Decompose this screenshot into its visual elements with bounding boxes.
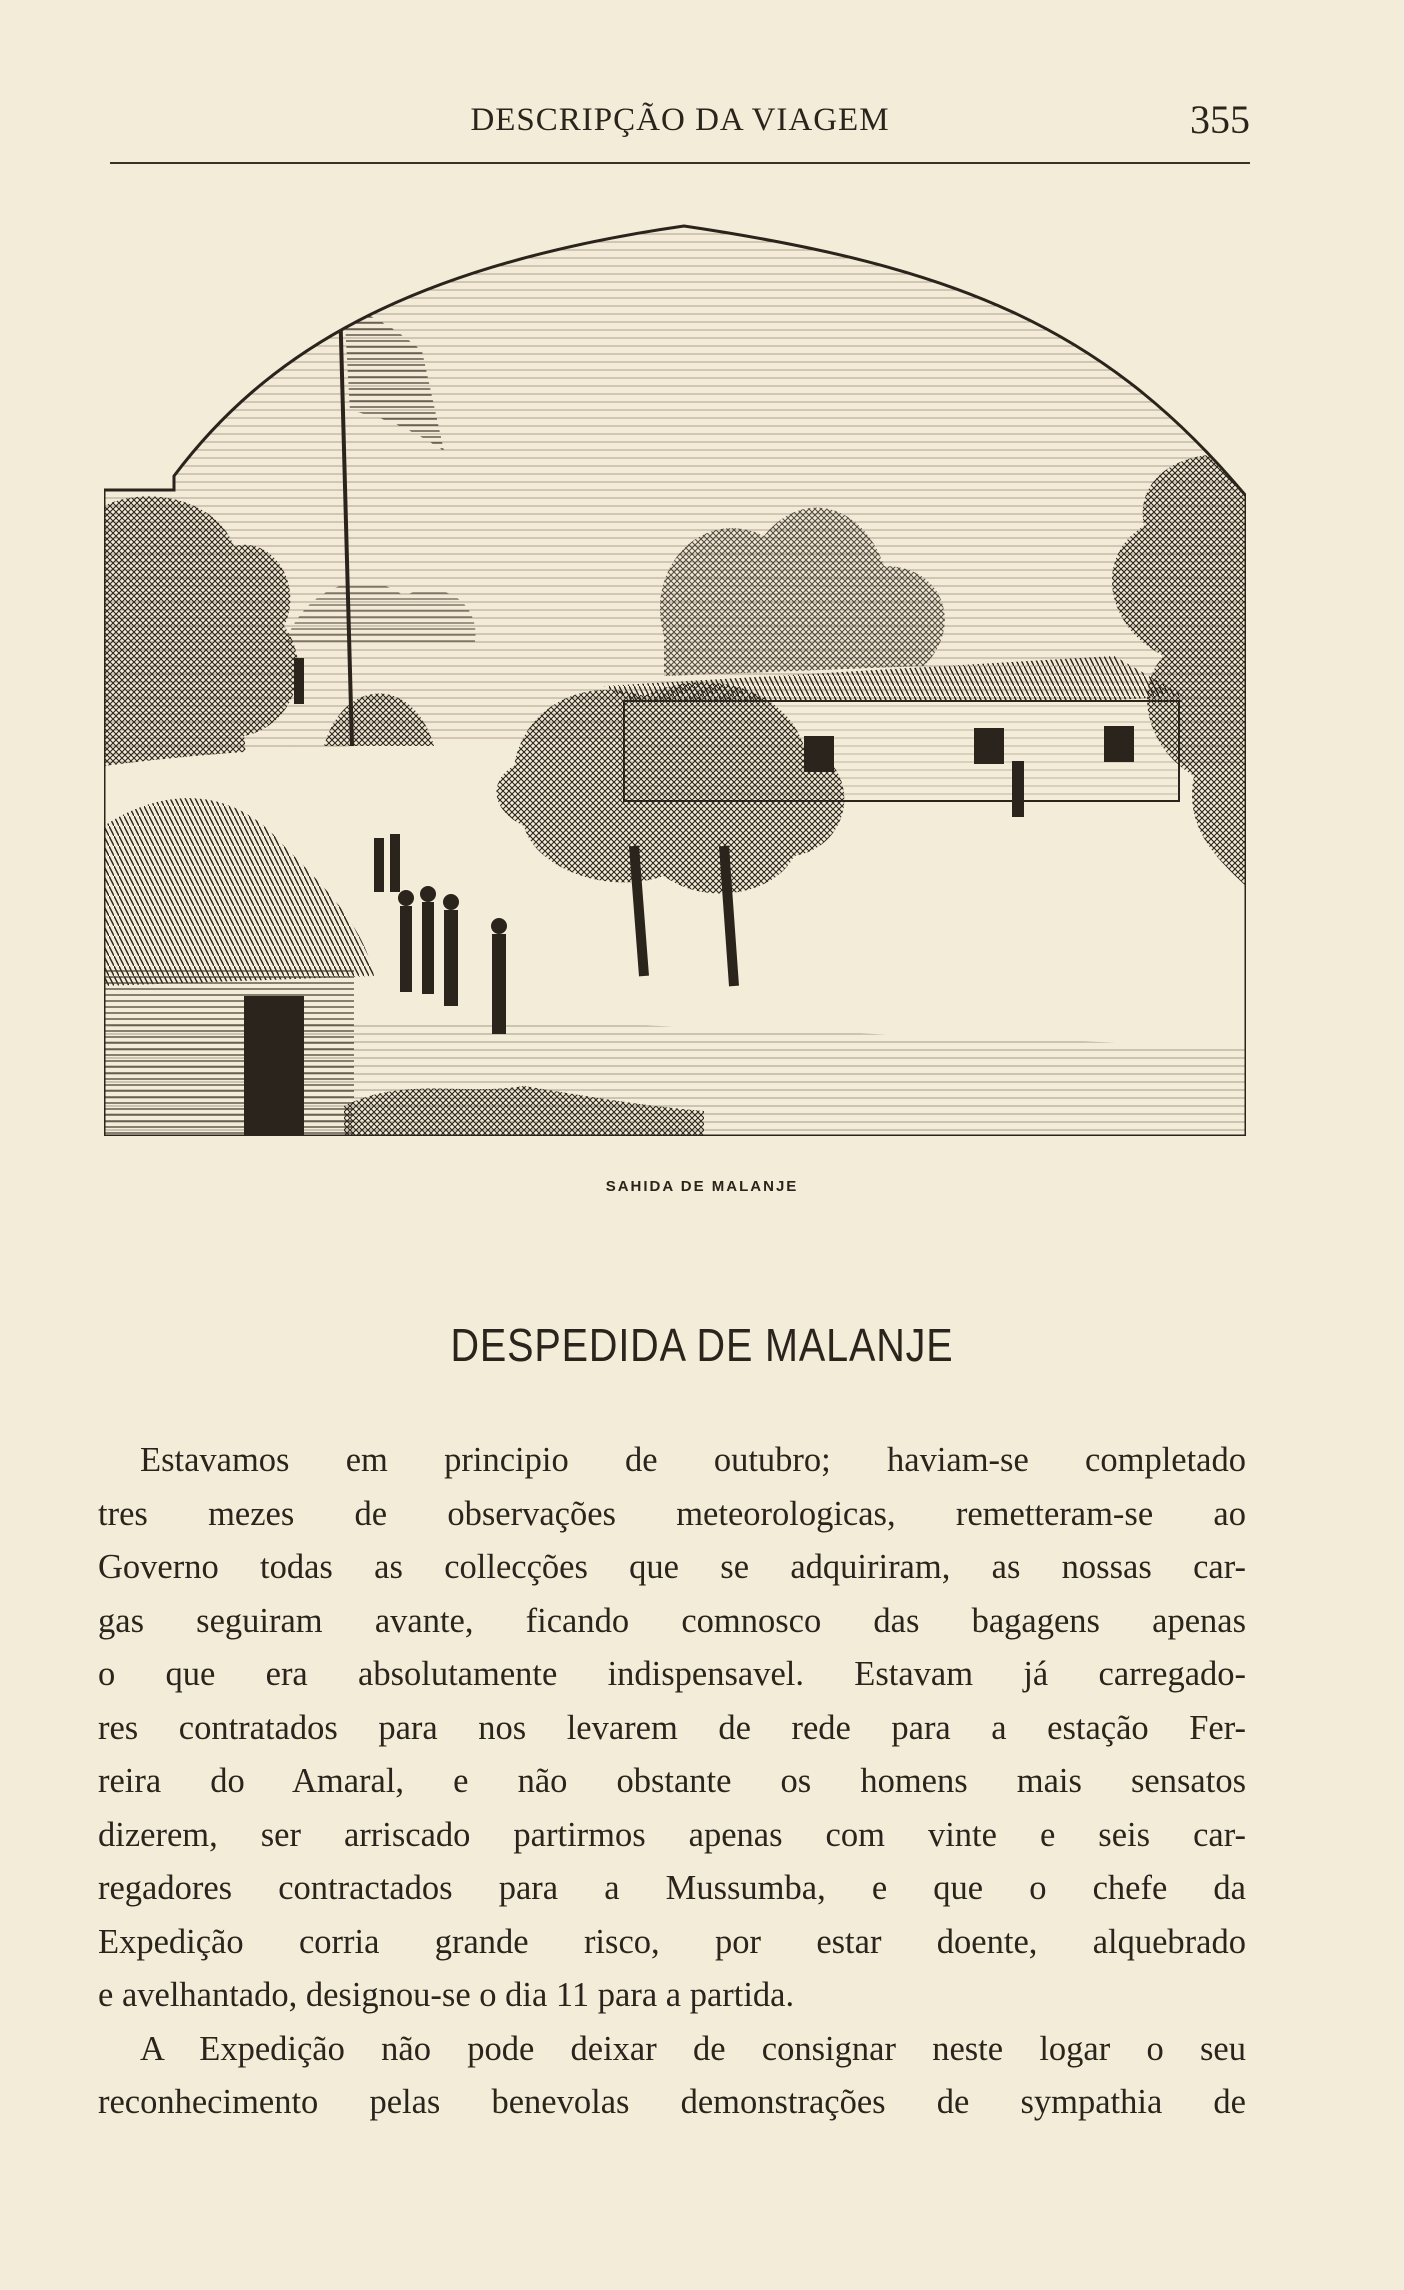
text-line: Expedição corria grande risco, por estar doente, alquebrado bbox=[98, 1922, 1246, 1961]
text-line: Estavamos em principio de outubro; haviam-se completado bbox=[140, 1441, 1246, 1479]
text-line: reconhecimento pelas benevolas demonstrações de sympathia de bbox=[98, 2083, 1246, 2121]
text-line: dizerem, ser arriscado partirmos apenas com vinte e seis car- bbox=[98, 1815, 1246, 1854]
text-line: o que era absolutamente indispensavel. Estavam já carregado- bbox=[98, 1655, 1246, 1693]
text-line: res contratados para nos levarem de rede para a estação Fer- bbox=[98, 1708, 1246, 1747]
section-heading: DESPEDIDA DE MALANJE bbox=[450, 1319, 954, 1371]
text-line: Governo todas as collecções que se adquiriram, as nossas car- bbox=[98, 1548, 1246, 1586]
page-number: 355 bbox=[1190, 97, 1250, 142]
text-line: e avelhantado, designou-se o dia 11 para a partida. bbox=[98, 1976, 795, 2014]
header-rule bbox=[110, 162, 1250, 164]
running-title: DESCRIPÇÃO DA VIAGEM bbox=[470, 102, 890, 138]
text-line: gas seguiram avante, ficando comnosco das bagagens apenas bbox=[98, 1601, 1246, 1640]
text-line: regadores contractados para a Mussumba, e que o chefe da bbox=[98, 1869, 1246, 1907]
text-line: tres mezes de observações meteorologicas, remetteram-se ao bbox=[98, 1494, 1246, 1533]
body-text bbox=[98, 1434, 1246, 2130]
figure-caption: SAHIDA DE MALANJE bbox=[605, 1178, 799, 1195]
running-head bbox=[110, 96, 1250, 146]
engraving-illustration bbox=[104, 206, 1246, 1136]
text-line: reira do Amaral, e não obstante os homens mais sensatos bbox=[98, 1762, 1246, 1800]
text-line: A Expedição não pode deixar de consignar neste logar o seu bbox=[140, 2029, 1246, 2068]
